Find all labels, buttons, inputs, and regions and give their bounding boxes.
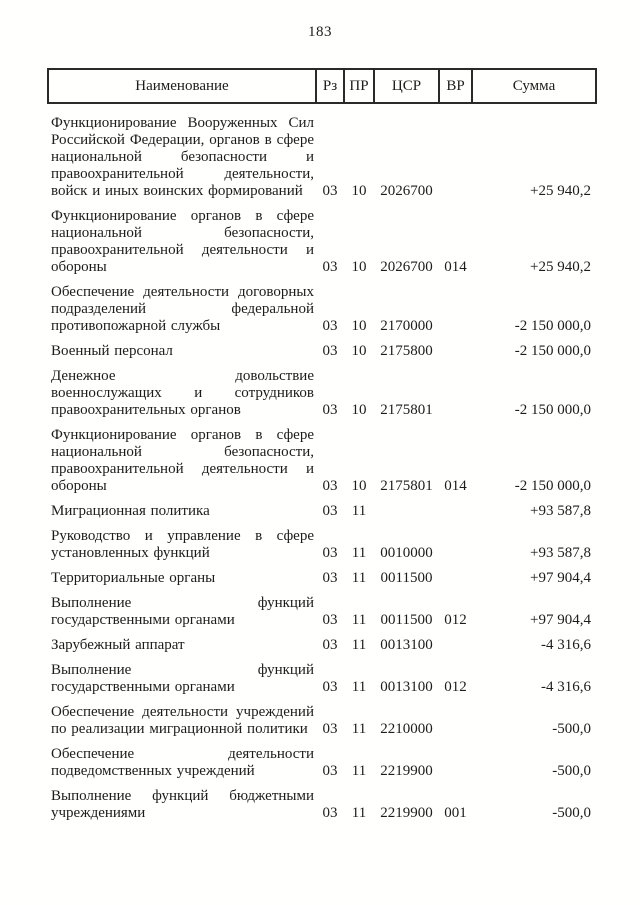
cell-vr [439,103,472,200]
table-row [48,738,596,780]
page-number: 183 [308,24,332,40]
cell-csr: 0010000 [380,545,433,561]
cell-vr [439,276,472,335]
cell-sum: -2 150 000,0 [514,478,591,494]
cell-name: Военный персонал [51,343,173,359]
table-row [48,419,596,495]
header-rz: Рз [316,69,344,103]
cell-pr: 10 [351,343,367,359]
cell-name: Денежное довольствие военнослужащих и сотрудников правоохранительных органов [51,368,314,418]
table-body [48,103,596,822]
cell-name: Выполнение функций бюджетными учреждениями [51,788,314,821]
cell-name: Функционирование органов в сфере национальной безопасности, правоохранительной деятельности и обороны [51,208,314,275]
table-row [48,780,596,822]
cell-rz: 03 [322,679,338,695]
cell-sum: -4 316,6 [541,679,591,695]
header-csr: ЦСР [374,69,439,103]
cell-pr: 11 [351,612,367,628]
cell-rz: 03 [322,612,338,628]
cell-rz: 03 [322,721,338,737]
table-row [48,520,596,562]
cell-sum: +93 587,8 [530,545,591,561]
cell-rz: 03 [322,763,338,779]
cell-name: Территориальные органы [51,570,216,586]
cell-csr: 0013100 [380,637,433,653]
cell-sum: +97 904,4 [530,612,591,628]
table-row [48,562,596,587]
cell-pr: 10 [351,402,367,418]
cell-rz: 03 [322,402,338,418]
cell-vr: 012 [444,679,467,695]
cell-csr: 2026700 [380,259,433,275]
cell-sum: -2 150 000,0 [514,343,591,359]
cell-pr: 11 [351,503,367,519]
cell-csr: 2210000 [380,721,433,737]
cell-sum: -4 316,6 [541,637,591,653]
table-header [48,69,596,103]
cell-name: Миграционная политика [51,503,210,519]
table-row [48,276,596,335]
cell-sum: +25 940,2 [530,183,591,199]
cell-vr [439,738,472,780]
cell-vr: 014 [444,259,467,275]
cell-csr [374,495,439,520]
cell-sum: -2 150 000,0 [514,318,591,334]
cell-csr: 0013100 [380,679,433,695]
cell-csr: 2219900 [380,805,433,821]
cell-csr: 2175800 [380,343,433,359]
cell-pr: 11 [351,721,367,737]
cell-rz: 03 [322,503,338,519]
cell-pr: 11 [351,679,367,695]
cell-rz: 03 [322,318,338,334]
cell-csr: 2175801 [380,402,433,418]
cell-rz: 03 [322,805,338,821]
cell-pr: 11 [351,637,367,653]
cell-vr [439,360,472,419]
cell-sum: -500,0 [552,721,591,737]
cell-vr [439,335,472,360]
cell-name: Обеспечение деятельности договорных подразделений федеральной противопожарной службы [51,284,314,334]
cell-csr: 2219900 [380,763,433,779]
cell-vr [439,520,472,562]
cell-rz: 03 [322,637,338,653]
cell-vr [439,629,472,654]
cell-vr [439,562,472,587]
cell-pr: 10 [351,318,367,334]
cell-sum: -2 150 000,0 [514,402,591,418]
table-row [48,335,596,360]
table-row [48,587,596,629]
cell-name: Обеспечение деятельности подведомственных учреждений [51,746,314,779]
cell-pr: 10 [351,478,367,494]
header-row [48,69,596,103]
cell-sum: -500,0 [552,805,591,821]
table-row [48,103,596,200]
cell-name: Функционирование Вооруженных Сил Российской Федерации, органов в сфере национальной безопасности и правоохранительной деятельности, войск и иных воинских формирований [51,115,314,199]
cell-name: Руководство и управление в сфере установленных функций [51,528,314,561]
cell-sum: +93 587,8 [530,503,591,519]
header-pr: ПР [344,69,374,103]
cell-name: Зарубежный аппарат [51,637,185,653]
cell-sum: +25 940,2 [530,259,591,275]
cell-sum: -500,0 [552,763,591,779]
cell-vr [439,696,472,738]
cell-pr: 11 [351,570,367,586]
cell-vr: 014 [444,478,467,494]
cell-csr: 0011500 [380,570,433,586]
cell-vr: 001 [444,805,467,821]
table-row [48,629,596,654]
cell-rz: 03 [322,570,338,586]
cell-name: Выполнение функций государственными органами [51,595,314,628]
header-vr: ВР [439,69,472,103]
cell-vr: 012 [444,612,467,628]
cell-pr: 11 [351,805,367,821]
cell-rz: 03 [322,343,338,359]
cell-pr: 11 [351,545,367,561]
table-row [48,360,596,419]
cell-rz: 03 [322,183,338,199]
cell-sum: +97 904,4 [530,570,591,586]
cell-rz: 03 [322,545,338,561]
cell-csr: 2175801 [380,478,433,494]
cell-vr [439,495,472,520]
header-sum: Сумма [472,69,596,103]
header-name: Наименование [48,69,316,103]
table-row [48,495,596,520]
cell-pr: 10 [351,183,367,199]
budget-table [47,68,597,822]
cell-rz: 03 [322,259,338,275]
cell-name: Выполнение функций государственными органами [51,662,314,695]
cell-name: Функционирование органов в сфере национальной безопасности, правоохранительной деятельности и обороны [51,427,314,494]
cell-csr: 2170000 [380,318,433,334]
table-row [48,200,596,276]
cell-csr: 2026700 [380,183,433,199]
table-row [48,654,596,696]
cell-name: Обеспечение деятельности учреждений по реализации миграционной политики [51,704,314,737]
cell-rz: 03 [322,478,338,494]
cell-csr: 0011500 [380,612,433,628]
table-row [48,696,596,738]
cell-pr: 11 [351,763,367,779]
cell-pr: 10 [351,259,367,275]
